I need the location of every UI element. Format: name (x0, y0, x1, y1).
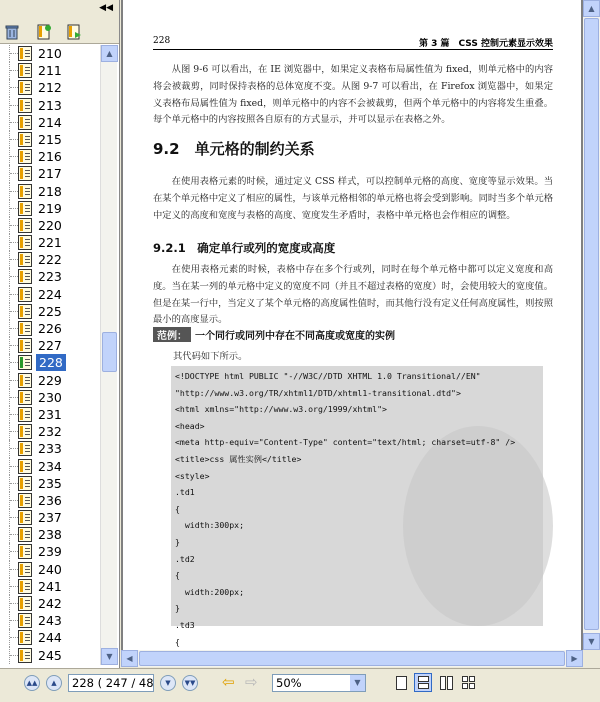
bookmark-item[interactable] (0, 217, 100, 234)
bookmark-item[interactable] (0, 148, 100, 165)
bookmark-icon (18, 218, 32, 233)
bookmark-icon (18, 321, 32, 336)
bookmark-item[interactable] (0, 200, 100, 217)
code-line: <style> (175, 470, 210, 481)
subsection-heading: 9.2.1 确定单行或列的宽度或高度 (153, 241, 336, 255)
bookmark-label: 212 (38, 80, 62, 96)
tree-line (10, 139, 18, 140)
tree-line (10, 156, 18, 157)
go-back-icon[interactable]: ⇦ (222, 673, 235, 691)
facing-view-icon[interactable] (436, 673, 454, 692)
bookmark-icon (18, 407, 32, 422)
bookmark-icon (18, 98, 32, 113)
tree-line (10, 466, 18, 467)
bookmark-item[interactable] (0, 578, 100, 595)
bookmark-icon (18, 630, 32, 645)
bookmark-label: 242 (38, 596, 62, 611)
scroll-thumb[interactable] (584, 18, 599, 630)
bookmark-label: 226 (38, 321, 62, 336)
tree-line (10, 431, 18, 432)
bookmark-label: 245 (38, 647, 62, 663)
section-heading: 9.2 单元格的制约关系 (153, 140, 315, 158)
tree-line (10, 380, 18, 381)
code-block (171, 366, 543, 647)
bookmark-item[interactable] (0, 337, 100, 354)
chevron-down-icon[interactable]: ▼ (350, 675, 365, 691)
example-title: 一个同行或同列中存在不同高度或宽度的实例 (195, 331, 395, 342)
zoom-select[interactable] (272, 674, 366, 692)
bookmark-label: 211 (38, 63, 62, 79)
bookmark-icon (18, 115, 32, 130)
tree-line (10, 242, 18, 243)
bookmark-icon (18, 80, 32, 95)
bookmark-icon (18, 510, 32, 525)
vertical-scrollbar[interactable] (583, 0, 600, 650)
bookmark-item[interactable] (0, 526, 100, 543)
bookmark-item[interactable] (0, 647, 100, 664)
code-line: .td3 (175, 619, 195, 630)
bookmark-item[interactable] (0, 509, 100, 526)
tree-line (10, 259, 18, 260)
bookmark-label: 216 (38, 149, 62, 165)
code-line: <!DOCTYPE html PUBLIC "-//W3C//DTD XHTML 1.0 Transitional//EN" (175, 371, 481, 381)
continuous-view-icon[interactable] (414, 673, 432, 692)
bookmark-label: 232 (38, 424, 62, 440)
code-intro: 其代码如下所示。 (173, 351, 248, 362)
bookmark-icon (18, 476, 32, 491)
tree-line (10, 345, 18, 346)
page-header (153, 36, 553, 50)
bookmark-label: 241 (38, 578, 62, 594)
bookmarks-toolbar (0, 0, 119, 44)
bookmark-label: 215 (38, 131, 62, 147)
bookmark-label: 228 (36, 354, 66, 371)
bookmark-icon (18, 304, 32, 319)
tree-line (10, 225, 18, 226)
bookmark-item[interactable] (0, 595, 100, 612)
bookmark-item[interactable] (0, 183, 100, 200)
bookmark-item[interactable] (0, 45, 100, 62)
bookmark-icon (18, 287, 32, 302)
bookmark-tree (0, 45, 100, 668)
tree-line (10, 586, 18, 587)
pdf-page (123, 0, 581, 650)
bookmark-item[interactable] (0, 629, 100, 646)
tree-line (10, 414, 18, 415)
bookmark-icon (18, 46, 32, 61)
bookmark-icon (18, 613, 32, 628)
bookmark-label: 219 (38, 200, 62, 216)
tree-line (10, 294, 18, 295)
bookmark-label: 231 (38, 406, 62, 422)
bookmark-item[interactable] (0, 62, 100, 79)
page-number-field[interactable]: 228 ( 247 / 48 (68, 674, 154, 692)
bookmark-label: 237 (38, 510, 62, 526)
code-line: width:300px; (175, 520, 245, 531)
bookmark-item[interactable] (0, 303, 100, 320)
zoom-value: 50% (276, 676, 302, 690)
tree-line (10, 70, 18, 71)
bookmark-item[interactable] (0, 354, 100, 371)
bookmark-item[interactable] (0, 389, 100, 406)
go-forward-icon[interactable]: ⇨ (245, 673, 258, 691)
bookmark-icon (18, 235, 32, 250)
bookmark-icon (18, 390, 32, 405)
bookmark-label: 221 (38, 235, 62, 251)
bookmark-label: 235 (38, 475, 62, 491)
bookmark-label: 244 (38, 630, 62, 646)
code-line: { (175, 503, 180, 514)
bookmark-item[interactable] (0, 79, 100, 96)
bookmark-icon (18, 355, 32, 370)
tree-line (10, 397, 18, 398)
tree-line (10, 328, 18, 329)
bookmark-icon (18, 527, 32, 542)
bookmark-item[interactable] (0, 406, 100, 423)
bookmark-icon (18, 579, 32, 594)
bookmark-item[interactable] (0, 251, 100, 268)
bookmark-icon (18, 166, 32, 181)
bookmark-item[interactable] (0, 234, 100, 251)
bookmark-item[interactable] (0, 475, 100, 492)
bookmark-item[interactable] (0, 458, 100, 475)
bookmark-label: 243 (38, 613, 62, 629)
continuous-facing-view-icon[interactable] (458, 673, 476, 692)
bookmark-label: 240 (38, 561, 62, 577)
bookmark-icon (18, 459, 32, 474)
bookmark-label: 220 (38, 217, 62, 233)
next-page-icon[interactable]: ▼ (160, 675, 176, 691)
bookmark-icon (18, 338, 32, 353)
bookmarks-panel (0, 0, 120, 668)
code-line: <html xmlns="http://www.w3.org/1999/xhtml"> (175, 404, 387, 415)
bookmark-label: 230 (38, 389, 62, 405)
paragraph: 在使用表格元素的时候，通过定义 CSS 样式，可以控制单元格的高度、宽度等显示效果。当在某个单元格中定义了相应的属性，与该单元格相邻的单元格也将会受到影响。同时当多个单元格中定义的高度和宽度与表格的高度、宽度发生矛盾时，表格中单元格也会作相应的调整。 (153, 176, 553, 221)
bookmark-item[interactable] (0, 543, 100, 560)
tree-line (10, 637, 18, 638)
bookmark-label: 214 (38, 114, 62, 130)
code-line: "http://www.w3.org/TR/xhtml1/DTD/xhtml1-transitional.dtd"> (175, 387, 461, 398)
paragraph: 在使用表格元素的时候，表格中存在多个行或列，同时在每个单元格中都可以定义宽度和高度。当在某一列的单元格中定义的宽度不同（并且不超过表格的宽度）时，会使用较大的宽度值。但是在某一行中，当定义了某个单元格的高度属性值时，而其他行没有定义任何高度属性，则按照最小的高度显示。 (153, 264, 553, 326)
bookmark-label: 224 (38, 286, 62, 302)
horizontal-scrollbar[interactable] (121, 650, 583, 667)
code-line: <title>css 属性实例</title> (175, 453, 302, 464)
chapter-title: 第 3 篇 CSS 控制元素显示效果 (419, 39, 553, 49)
bookmark-label: 238 (38, 527, 62, 543)
tree-line (10, 87, 18, 88)
previous-page-icon[interactable]: ▲ (46, 675, 62, 691)
bookmark-icon (18, 63, 32, 78)
bookmark-properties-icon[interactable] (66, 24, 82, 40)
bookmark-icon (18, 132, 32, 147)
bookmark-icon (18, 562, 32, 577)
code-line: } (175, 536, 180, 547)
tree-line (10, 191, 18, 192)
bookmark-item[interactable] (0, 440, 100, 457)
bookmark-item[interactable] (0, 286, 100, 303)
bookmark-icon (18, 373, 32, 388)
code-line: .td1 (175, 487, 195, 498)
scroll-right-button[interactable]: ▶ (566, 650, 583, 667)
scroll-up-button[interactable]: ▲ (583, 0, 600, 17)
bookmark-label: 233 (38, 441, 62, 457)
bookmark-label: 229 (38, 372, 62, 388)
bookmark-item[interactable] (0, 612, 100, 629)
bookmark-item[interactable] (0, 97, 100, 114)
bookmark-item[interactable] (0, 320, 100, 337)
scroll-down-button[interactable]: ▼ (583, 633, 600, 650)
tree-line (10, 551, 18, 552)
tree-line (10, 655, 18, 656)
bookmark-label: 234 (38, 458, 62, 474)
tree-line (10, 534, 18, 535)
bookmark-item[interactable] (0, 423, 100, 440)
new-bookmark-icon[interactable] (36, 24, 52, 40)
bookmark-icon (18, 201, 32, 216)
code-line: width:200px; (175, 586, 245, 597)
example-heading (153, 327, 395, 342)
bookmark-icon (18, 648, 32, 663)
code-line: { (175, 636, 180, 647)
delete-icon[interactable] (4, 24, 20, 40)
first-page-icon[interactable]: ▲▲ (24, 675, 40, 691)
scroll-left-button[interactable]: ◀ (121, 650, 138, 667)
page-number: 228 (153, 36, 171, 46)
bookmark-item[interactable] (0, 492, 100, 509)
code-line: <meta http-equiv="Content-Type" content="text/html; charset=utf-8" /> (175, 437, 516, 448)
scroll-down-button[interactable]: ▼ (101, 648, 118, 665)
bookmark-item[interactable] (0, 114, 100, 131)
scroll-up-button[interactable]: ▲ (101, 45, 118, 62)
tree-line (10, 603, 18, 604)
bookmark-icon (18, 424, 32, 439)
code-line: <head> (175, 420, 205, 431)
bookmark-icon (18, 596, 32, 611)
bookmark-label: 218 (38, 183, 62, 199)
bookmark-label: 213 (38, 97, 62, 113)
tree-line (10, 208, 18, 209)
single-page-view-icon[interactable] (392, 673, 410, 692)
bookmark-label: 236 (38, 492, 62, 508)
tree-line (10, 483, 18, 484)
paragraph: 从图 9-6 可以看出，在 IE 浏览器中，如果定义表格布局属性值为 fixed，则单元格中的内容将会被裁剪，同时保持表格的总体宽度不变。从图 9-7 可以看出，在 Firefox 浏览器中，如果定义表格布局属性值为 fixed，则单元格中的内容不会被裁剪，但两个单元格中的内容将发生重叠。每个单元格中的内容按照各自原有的方式显示，并可以显示在表格之外。 (153, 64, 553, 126)
tree-line (10, 311, 18, 312)
bookmark-item[interactable] (0, 372, 100, 389)
bookmark-icon (18, 441, 32, 456)
code-line: .td2 (175, 553, 195, 564)
bookmark-label: 223 (38, 269, 62, 285)
collapse-panel-icon[interactable]: ◀◀ (99, 3, 113, 13)
scroll-thumb[interactable] (139, 651, 565, 666)
tree-line (10, 53, 18, 54)
tree-line (10, 105, 18, 106)
tree-line (10, 517, 18, 518)
bookmark-icon (18, 149, 32, 164)
navigation-toolbar (0, 668, 600, 696)
scroll-thumb[interactable] (102, 332, 117, 372)
tree-line (10, 500, 18, 501)
document-view (121, 0, 600, 650)
bookmark-label: 222 (38, 252, 62, 268)
tree-line (10, 448, 18, 449)
bookmark-icon (18, 544, 32, 559)
tree-line (10, 620, 18, 621)
example-tag: 范例： (153, 327, 191, 342)
bookmark-label: 227 (38, 338, 62, 354)
bookmark-icon (18, 252, 32, 267)
tree-line (10, 276, 18, 277)
bookmark-icon (18, 184, 32, 199)
bookmark-item[interactable] (0, 131, 100, 148)
bookmarks-scrollbar[interactable] (100, 45, 117, 665)
tree-line (10, 362, 18, 363)
bookmark-label: 239 (38, 544, 62, 560)
tree-line (10, 122, 18, 123)
last-page-icon[interactable]: ▼▼ (182, 675, 198, 691)
tree-line (10, 173, 18, 174)
bookmark-label: 210 (38, 46, 62, 61)
bookmark-icon (18, 269, 32, 284)
bookmark-icon (18, 493, 32, 508)
code-line: { (175, 570, 180, 581)
bookmark-item[interactable] (0, 561, 100, 578)
bookmark-item[interactable] (0, 268, 100, 285)
tree-line (10, 569, 18, 570)
code-line: } (175, 603, 180, 614)
bookmark-label: 225 (38, 303, 62, 319)
bookmark-label: 217 (38, 166, 62, 182)
bookmark-item[interactable] (0, 165, 100, 182)
